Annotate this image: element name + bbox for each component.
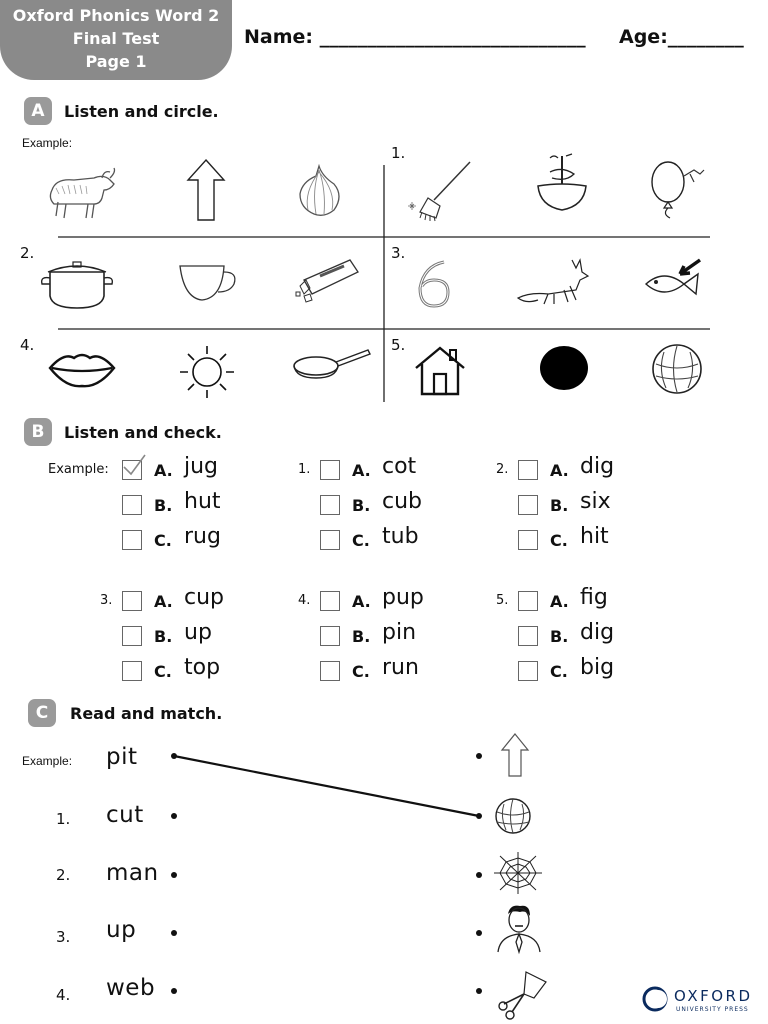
option-letter: A. [550,592,569,611]
c-word-3: up [106,917,137,943]
option-letter: A. [154,592,173,611]
option-letter: B. [550,496,569,515]
option-letter: C. [352,531,370,550]
c-word-1: cut [106,802,144,828]
section-b-badge: B [24,418,52,446]
option-letter: A. [550,461,569,480]
c-row-2-number: 2. [56,866,71,884]
option-word: pup [382,585,424,610]
a-number-2: 2. [20,244,35,262]
option-letter: B. [352,496,371,515]
option-word: top [184,655,221,680]
c-row-4-number: 4. [56,986,71,1004]
section-a-badge: A [24,97,52,125]
option-word: pin [382,620,417,645]
option-word: rug [184,524,221,549]
title-line-1: Oxford Phonics Word 2 [12,6,220,25]
a-number-3: 3. [391,244,406,262]
b-question-number: 5. [496,593,509,608]
section-b-title: Listen and check. [64,423,222,442]
option-letter: B. [154,496,173,515]
option-letter: C. [352,662,370,681]
option-letter: A. [154,461,173,480]
option-word: six [580,489,611,514]
scissors-icon[interactable] [496,968,550,1020]
option-word: tub [382,524,419,549]
c-row-3-number: 3. [56,928,71,946]
option-letter: C. [154,531,172,550]
option-word: run [382,655,419,680]
spider-web-icon[interactable] [492,850,544,896]
c-word-example: pit [106,744,138,770]
option-word: jug [184,454,219,479]
walnut-icon[interactable] [494,796,532,836]
section-c-title: Read and match. [70,704,223,723]
option-word: big [580,655,615,680]
title-line-3: Page 1 [85,52,147,71]
section-c-badge: C [28,699,56,727]
section-c-example-label: Example: [22,754,73,768]
a-number-5: 5. [391,336,406,354]
oxford-logo-subtext: UNIVERSITY PRESS [676,1006,749,1013]
c-word-4: web [106,975,156,1001]
option-word: fig [580,585,608,610]
b-question-number: 3. [100,593,113,608]
option-letter: B. [352,627,371,646]
title-line-2: Final Test [72,29,160,48]
man-icon[interactable] [496,902,542,954]
c-word-2: man [106,860,159,886]
section-b-example-label: Example: [48,462,109,477]
option-word: hut [184,489,221,514]
section-a-title: Listen and circle. [64,102,219,121]
option-word: cub [382,489,423,514]
option-word: dig [580,454,615,479]
name-field-label[interactable]: Name: ____________________________ [244,26,586,48]
option-letter: C. [550,531,568,550]
option-letter: A. [352,461,371,480]
section-a-example-label: Example: [22,136,73,150]
option-word: cot [382,454,417,479]
oxford-logo-text: OXFORD [674,987,753,1005]
c-row-1-number: 1. [56,810,71,828]
option-letter: A. [352,592,371,611]
option-word: hit [580,524,609,549]
up-arrow-icon[interactable] [500,732,530,778]
option-word: up [184,620,212,645]
option-word: cup [184,585,225,610]
option-letter: B. [550,627,569,646]
b-question-number: 2. [496,462,509,477]
option-word: dig [580,620,615,645]
option-letter: C. [154,662,172,681]
a-number-4: 4. [20,336,35,354]
option-letter: C. [550,662,568,681]
a-number-1: 1. [391,144,406,162]
age-field-label[interactable]: Age:________ [619,26,744,48]
option-letter: B. [154,627,173,646]
b-question-number: 4. [298,593,311,608]
b-question-number: 1. [298,462,311,477]
